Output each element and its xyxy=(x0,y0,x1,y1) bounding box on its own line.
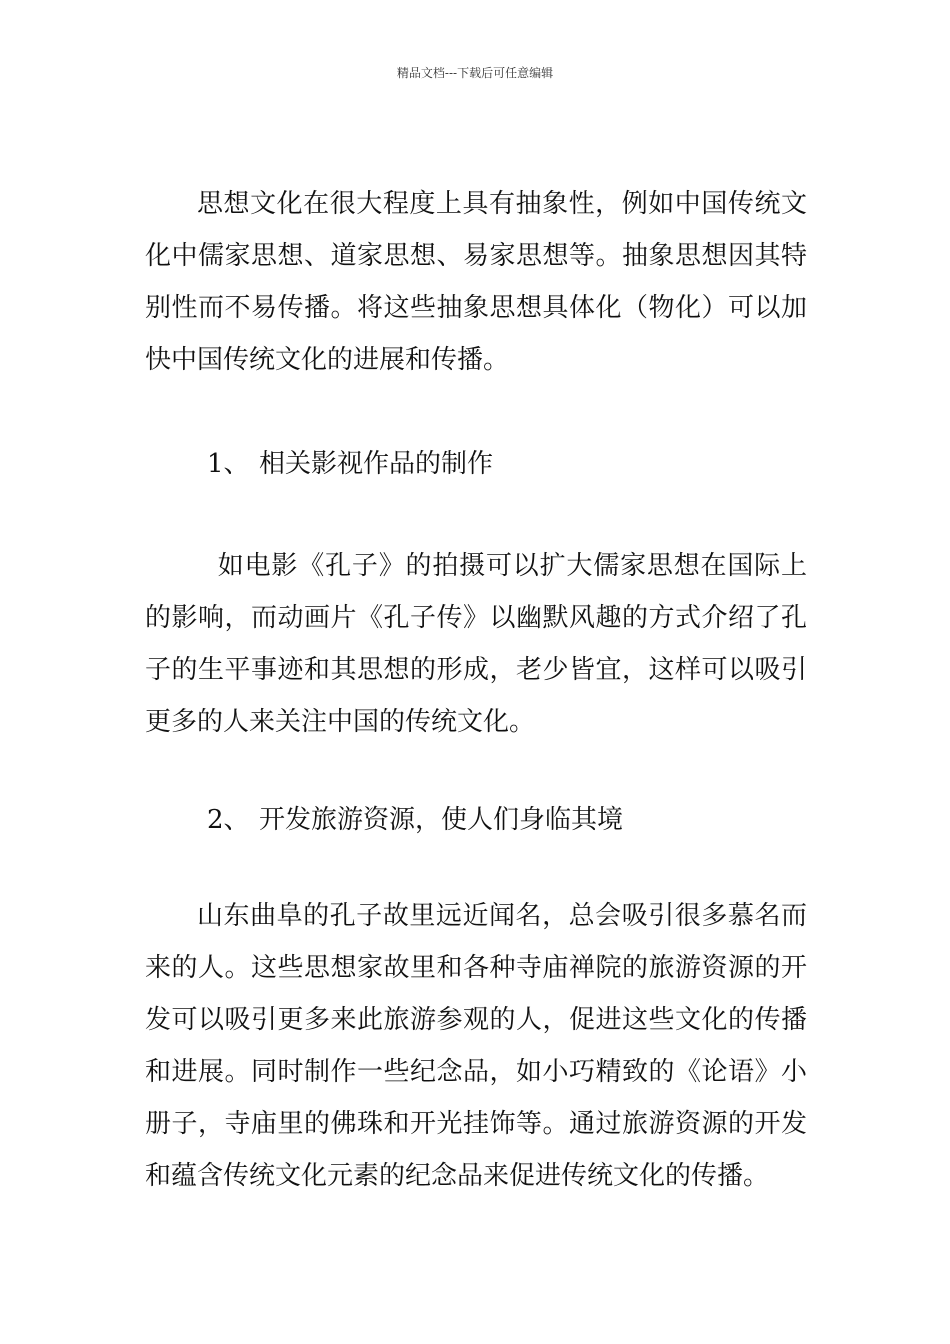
section-paragraph-2: 山东曲阜的孔子故里远近闻名，总会吸引很多慕名而来的人。这些思想家故里和各种寺庙禅院的旅游资源的开发可以吸引更多来此旅游参观的人，促进这些文化的传播和进展。同时制作一些纪念品，如小巧精致的《论语》小册子，寺庙里的佛珠和开光挂饰等。通过旅游资源的开发和蕴含传统文化元素的纪念品来促进传统文化的传播。 xyxy=(145,901,807,1191)
section-number-2: 2、 xyxy=(207,805,250,835)
section-paragraph-1: 如电影《孔子》的拍摄可以扩大儒家思想在国际上的影响，而动画片《孔子传》以幽默风趣的方式介绍了孔子的生平事迹和其思想的形成，老少皆宜，这样可以吸引更多的人来关注中国的传统文化。 xyxy=(145,551,807,737)
spacer xyxy=(145,490,807,540)
spacer xyxy=(145,846,807,890)
section-heading-1 xyxy=(145,438,807,490)
document-body xyxy=(145,178,807,1202)
spacer xyxy=(145,386,807,438)
section-title-1: 相关影视作品的制作 xyxy=(259,449,494,479)
spacer xyxy=(145,748,807,794)
intro-paragraph: 思想文化在很大程度上具有抽象性，例如中国传统文化中儒家思想、道家思想、易家思想等。抽象思想因其特别性而不易传播。将这些抽象思想具体化（物化）可以加快中国传统文化的进展和传播。 xyxy=(145,189,807,375)
section-number-1: 1、 xyxy=(207,449,250,479)
page-header: 精品文档---下载后可任意编辑 xyxy=(396,66,554,80)
section-title-2: 开发旅游资源，使人们身临其境 xyxy=(259,805,624,835)
section-heading-2 xyxy=(145,794,807,846)
